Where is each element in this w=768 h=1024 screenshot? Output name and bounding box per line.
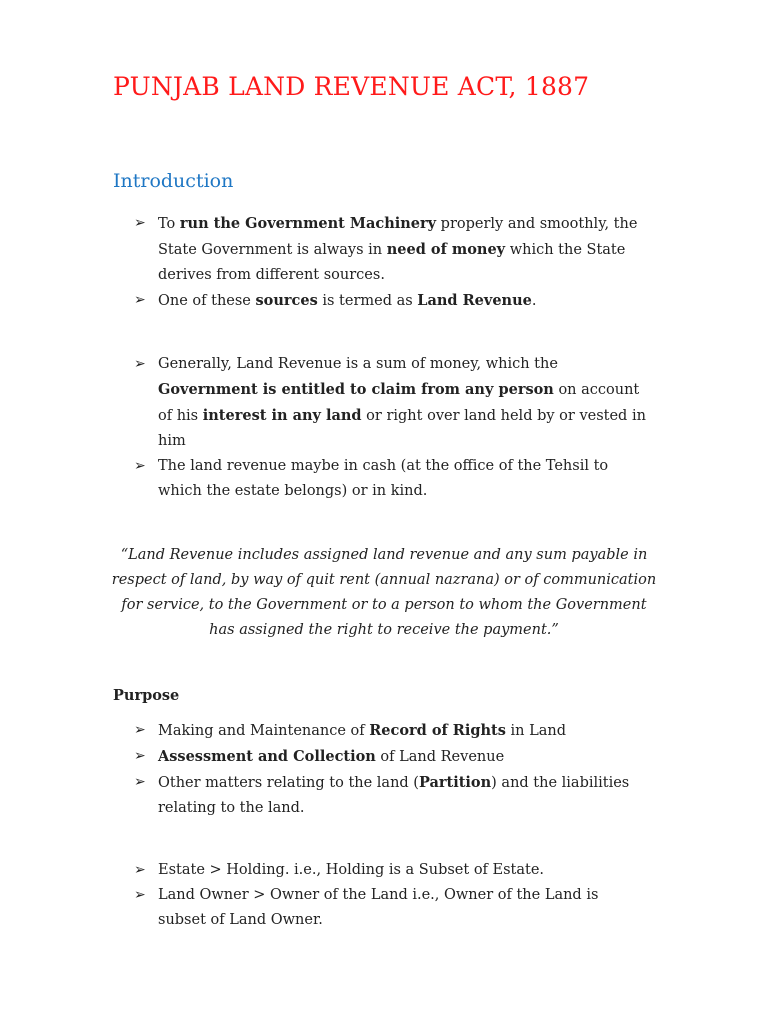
general-bullet-list xyxy=(0,352,768,504)
intro-bullet-list xyxy=(0,211,768,314)
arrow-bullet-icon: ➢ xyxy=(134,748,146,764)
definition-quote: “Land Revenue includes assigned land revenue and any sum payable in respect of land, by way of quit rent (annual nazrana) or of communication for service, to the Government or to a person to whom the Government has assigned the right to receive the payment.” xyxy=(111,547,657,638)
list-item: ➢ Land Owner > Owner of the Land i.e., Owner of the Land is subset of Land Owner. xyxy=(0,883,650,933)
list-item: ➢ Generally, Land Revenue is a sum of money, which the Government is entitled to claim from any person on account of his interest in any land or right over land held by or vested in him xyxy=(0,352,650,454)
arrow-bullet-icon: ➢ xyxy=(134,722,146,738)
purpose-bullet-list xyxy=(0,718,768,821)
arrow-bullet-icon: ➢ xyxy=(134,215,146,231)
subset-bullet-list xyxy=(0,858,768,933)
introduction-heading: Introduction xyxy=(113,170,234,192)
arrow-bullet-icon: ➢ xyxy=(134,887,146,903)
list-item: ➢ Other matters relating to the land (Partition) and the liabilities relating to the land. xyxy=(0,770,650,821)
list-item: ➢ Assessment and Collection of Land Revenue xyxy=(0,744,650,770)
list-item: ➢ To run the Government Machinery properly and smoothly, the State Government is always in need of money which the State derives from different sources. xyxy=(0,211,650,288)
arrow-bullet-icon: ➢ xyxy=(134,774,146,790)
document-title: PUNJAB LAND REVENUE ACT, 1887 xyxy=(113,72,590,101)
arrow-bullet-icon: ➢ xyxy=(134,292,146,308)
purpose-heading: Purpose xyxy=(113,687,180,704)
arrow-bullet-icon: ➢ xyxy=(134,862,146,878)
arrow-bullet-icon: ➢ xyxy=(134,458,146,474)
list-item: ➢ Making and Maintenance of Record of Rights in Land xyxy=(0,718,650,744)
list-item: ➢ The land revenue maybe in cash (at the office of the Tehsil to which the estate belongs) or in kind. xyxy=(0,454,650,504)
list-item: ➢ One of these sources is termed as Land Revenue. xyxy=(0,288,650,314)
list-item: ➢ Estate > Holding. i.e., Holding is a Subset of Estate. xyxy=(0,858,650,883)
arrow-bullet-icon: ➢ xyxy=(134,356,146,372)
